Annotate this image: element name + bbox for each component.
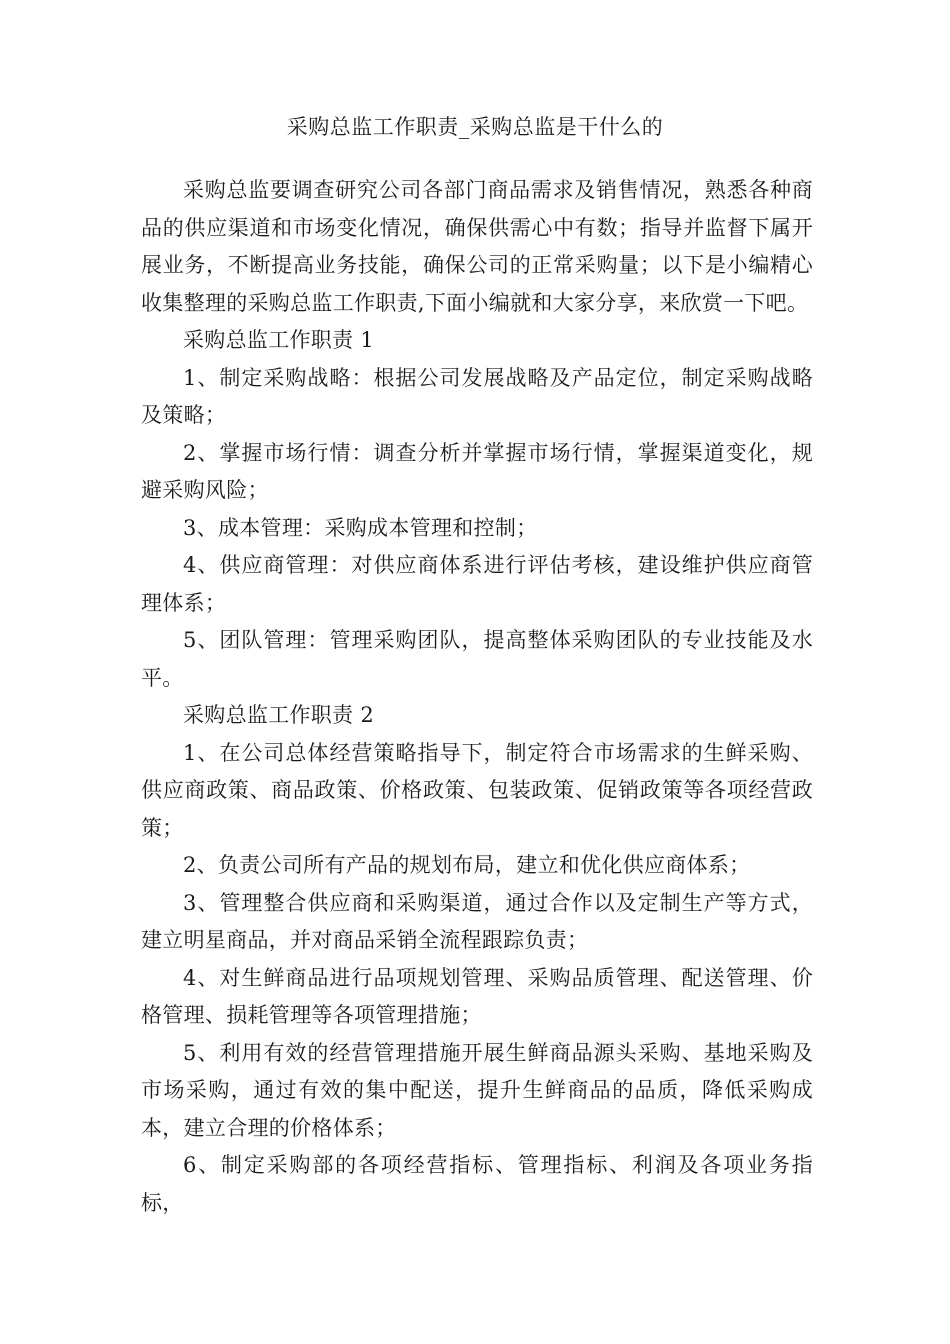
section-heading-2: 采购总监工作职责 2 <box>183 703 375 727</box>
duty-item: 1、制定采购战略：根据公司发展战略及产品定位，制定采购战略及策略； <box>141 365 813 427</box>
duty-item: 1、在公司总体经营策略指导下，制定符合市场需求的生鲜采购、供应商政策、商品政策、价格政策、包装政策、促销政策等各项经营政策； <box>141 740 813 840</box>
duty-item: 5、团队管理：管理采购团队，提高整体采购团队的专业技能及水平。 <box>141 628 813 690</box>
duty-item: 5、利用有效的经营管理措施开展生鲜商品源头采购、基地采购及市场采购，通过有效的集中配送，提升生鲜商品的品质，降低采购成本，建立合理的价格体系； <box>141 1040 813 1140</box>
duty-item: 3、管理整合供应商和采购渠道，通过合作以及定制生产等方式，建立明星商品，并对商品采销全流程跟踪负责； <box>141 890 813 952</box>
duty-item: 3、成本管理：采购成本管理和控制； <box>183 515 538 540</box>
duty-item: 2、负责公司所有产品的规划布局，建立和优化供应商体系； <box>183 853 751 877</box>
document-title: 采购总监工作职责_采购总监是干什么的 <box>286 115 664 139</box>
intro-paragraph: 采购总监要调查研究公司各部门商品需求及销售情况，熟悉各种商品的供应渠道和市场变化情况，确保供需心中有数；指导并监督下属开展业务，不断提高业务技能，确保公司的正常采购量；以下是小编精心收集整理的采购总监工作职责,下面小编就和大家分享，来欣赏一下吧。 <box>141 178 813 315</box>
duty-item: 2、掌握市场行情：调查分析并掌握市场行情，掌握渠道变化，规避采购风险； <box>141 440 813 502</box>
section-heading-1: 采购总监工作职责 1 <box>183 328 375 352</box>
duty-item: 6、制定采购部的各项经营指标、管理指标、利润及各项业务指标， <box>141 1153 813 1215</box>
duty-item: 4、对生鲜商品进行品项规划管理、采购品质管理、配送管理、价格管理、损耗管理等各项管理措施； <box>141 965 813 1027</box>
duty-item: 4、供应商管理：对供应商体系进行评估考核，建设维护供应商管理体系； <box>141 553 813 615</box>
document-body <box>141 172 813 1222</box>
